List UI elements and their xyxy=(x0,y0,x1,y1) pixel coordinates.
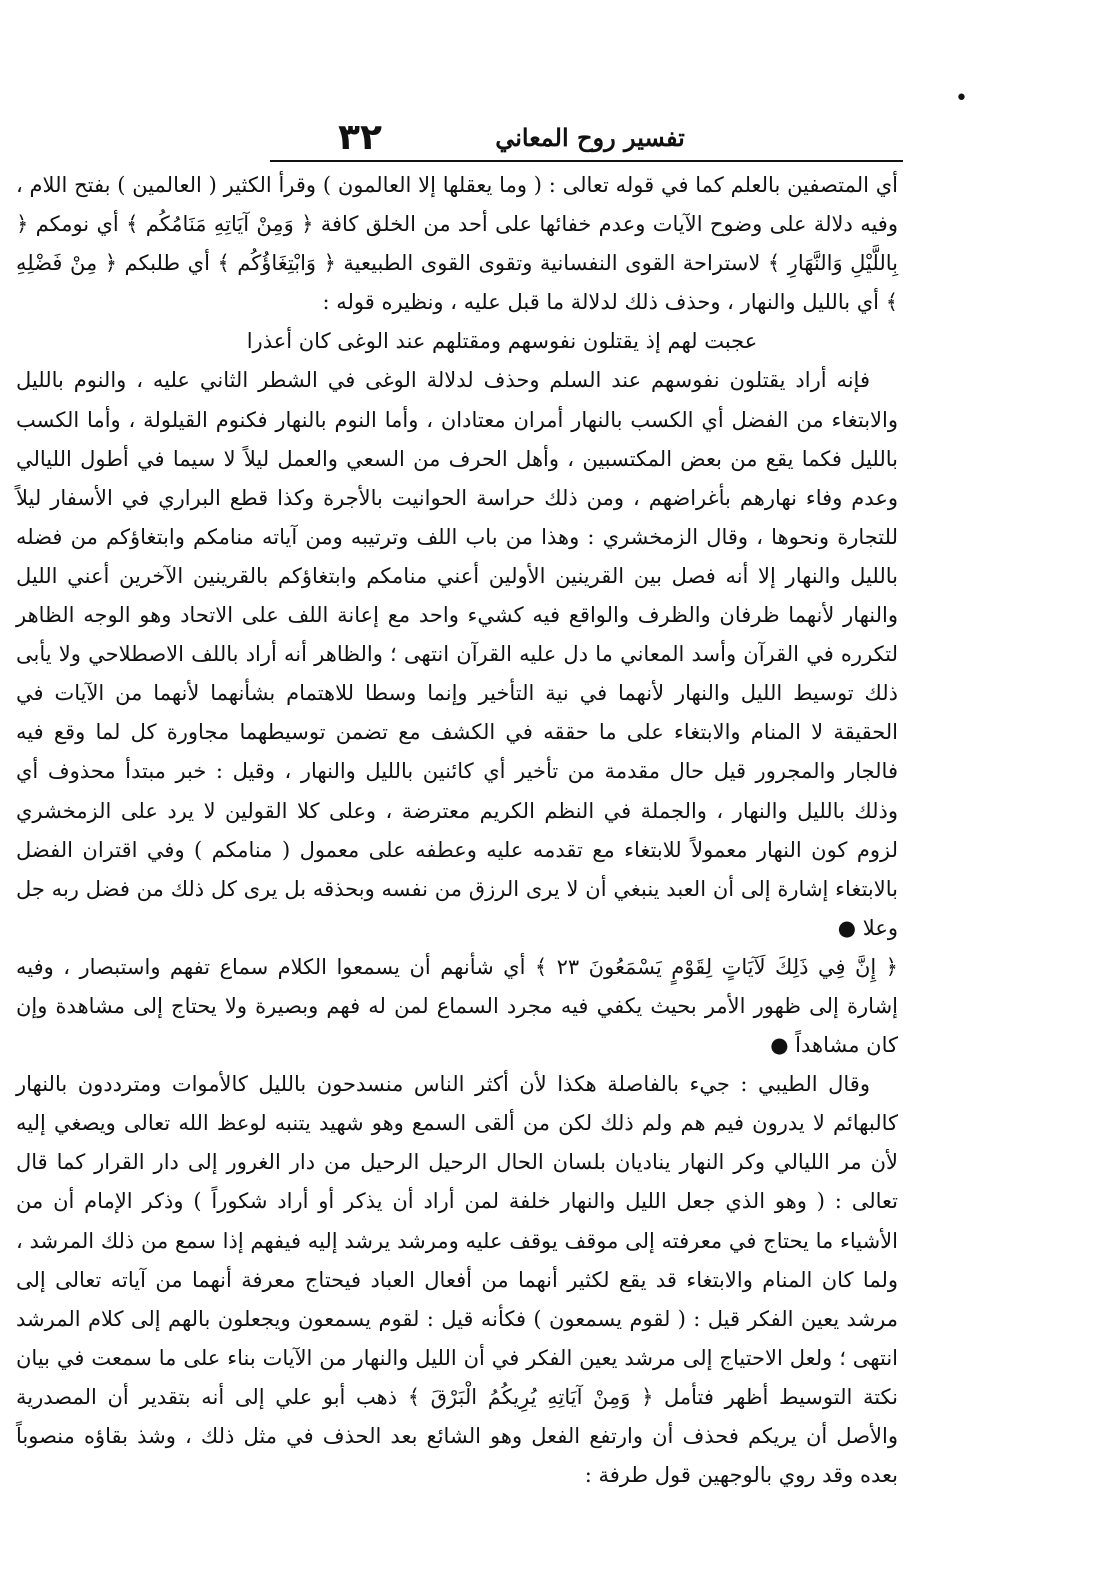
running-title: تفسير روح المعاني xyxy=(495,123,685,152)
poetry-verse: عجبت لهم إذ يقتلون نفوسهم ومقتلهم عند الوغى كان أعذرا xyxy=(246,329,758,354)
paragraph-4: وقال الطيبي : جيء بالفاصلة هكذا لأن أكثر الناس منسدحون بالليل كالأموات ومترددون بالنهار كالبهائم لا يدرون فيم هم ولم ذلك لكن من ألقى السمع وهو شهيد يتنبه لوعظ الله تعالى ويصغي إليه لأن مر الليالي وكر النهار يناديان بلسان الحال الرحيل الرحيل من دار الغرور إلى دار القرار كما قال تعالى : ( وهو الذي جعل الليل والنهار خلفة لمن أراد أن يذكر أو أراد شكوراً ) وذكر الإمام أن من الأشياء ما يحتاج في معرفته إلى موقف يوقف عليه ومرشد يرشد إليه فيفهم إذا سمع من ذلك المرشد ، ولما كان المنام والابتغاء قد يقع لكثير أنهما من أفعال العباد فيحتاج معرفة أنهما من آياته تعالى إلى مرشد يعين الفكر قيل : ( لقوم يسمعون ) فكأنه قيل : لقوم يسمعون ويجعلون بالهم إلى كلام المرشد انتهى ؛ ولعل الاحتياج إلى مرشد يعين الفكر في أن الليل والنهار من الآيات بناء على ما سمعت في بيان نكتة التوسيط أظهر فتأمل ﴿ وَمِنْ آيَاتِهِ يُرِيكُمُ الْبَرْقَ ﴾ ذهب أبو علي إلى أنه بتقدير أن المصدرية والأصل أن يريكم فحذف أن وارتفع الفعل وهو الشائع بعد الحذف في مثل ذلك ، وشذ بقاؤه منصوباً بعده وقد روي بالوجهين قول طرفة : xyxy=(16,1072,898,1488)
corner-mark: • xyxy=(955,86,968,111)
page-header xyxy=(270,110,905,158)
paragraph-3: ﴿ إِنَّ فِي ذَلِكَ لَآيَاتٍ لِقَوْمٍ يَسْمَعُونَ ٢٣ ﴾ أي شأنهم أن يسمعوا الكلام سماع تفهم واستبصار ، وفيه إشارة إلى ظهور الأمر بحيث يكفي فيه مجرد السماع لمن له فهم وبصيرة ولا يحتاج إلى مشاهدة وإن كان مشاهداً ● xyxy=(16,954,898,1058)
paragraph-1: أي المتصفين بالعلم كما في قوله تعالى : ( وما يعقلها إلا العالمون ) وقرأ الكثير ( العالمين ) بفتح اللام ، وفيه دلالة على وضوح الآيات وعدم خفائها على أحد من الخلق كافة ﴿ وَمِنْ آيَاتِهِ مَنَامُكُم ﴾ أي نومكم ﴿ بِاللَّيْلِ وَالنَّهَارِ ﴾ لاستراحة القوى النفسانية وتقوى القوى الطبيعية ﴿ وَابْتِغَاؤُكُم ﴾ أي طلبكم ﴿ مِنْ فَضْلِهِ ﴾ أي بالليل والنهار ، وحذف ذلك لدلالة ما قبل عليه ، ونظيره قوله : xyxy=(16,173,898,315)
body-text xyxy=(16,166,898,1495)
paragraph-2: فإنه أراد يقتلون نفوسهم عند السلم وحذف لدلالة الوغى في الشطر الثاني عليه ، والنوم بالليل والابتغاء من الفضل أي الكسب بالنهار أمران معتادان ، وأما النوم بالنهار فكنوم القيلولة ، وأما الكسب بالليل فكما يقع من بعض المكتسبين ، وأهل الحرف من السعي والعمل ليلاً لا سيما في أطول الليالي وعدم وفاء نهارهم بأغراضهم ، ومن ذلك حراسة الحوانيت بالأجرة وكذا قطع البراري في الأسفار ليلاً للتجارة ونحوها ، وقال الزمخشري : وهذا من باب اللف وترتيبه ومن آياته منامكم وابتغاؤكم من فضله بالليل والنهار إلا أنه فصل بين القرينين الأولين أعني منامكم وابتغاؤكم بالقرينين الآخرين أعني الليل والنهار لأنهما ظرفان والظرف والواقع فيه كشيء واحد مع إعانة اللف على الاتحاد وهو الوجه الظاهر لتكرره في القرآن وأسد المعاني ما دل عليه القرآن انتهى ؛ والظاهر أنه أراد باللف الاصطلاحي ولا يأبى ذلك توسيط الليل والنهار لأنهما في نية التأخير وإنما وسطا للاهتمام بشأنهما لأنهما من الآيات في الحقيقة لا المنام والابتغاء على ما حققه في الكشف مع تضمن توسيطهما مجاورة كل لما وقع فيه فالجار والمجرور قيل حال مقدمة من تأخير أي كائنين بالليل والنهار ، وقيل : خبر مبتدأ محذوف أي وذلك بالليل والنهار ، والجملة في النظم الكريم معترضة ، وعلى كلا القولين لا يرد على الزمخشري لزوم كون النهار معمولاً للابتغاء مع تقدمه عليه وعطفه على معمول ( منامكم ) وفي اقتران الفضل بالابتغاء إشارة إلى أن العبد ينبغي أن لا يرى الرزق من نفسه وبحذقه بل يرى كل ذلك من فضل ربه جل وعلا ● xyxy=(16,368,899,940)
page-number: ٣٢ xyxy=(338,117,382,158)
header-rule xyxy=(270,160,903,162)
